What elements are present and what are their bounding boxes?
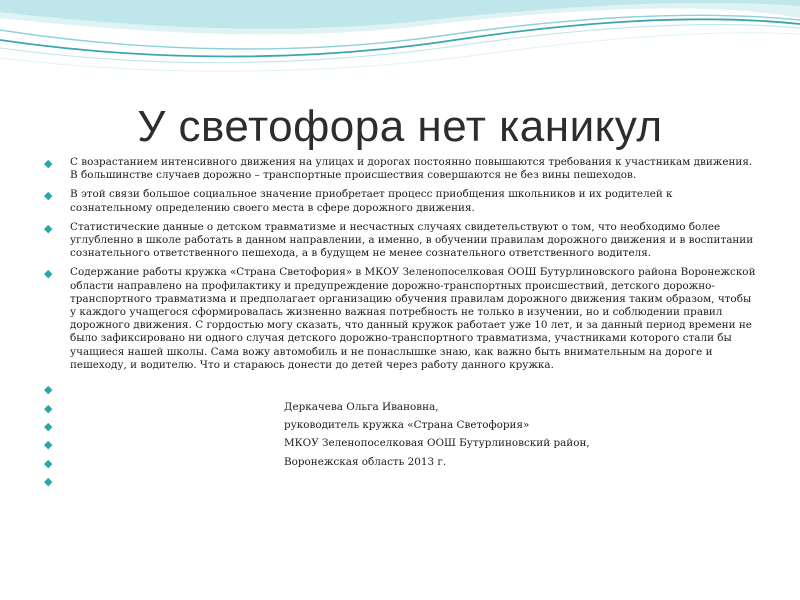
diamond-bullet-icon: ◆ — [44, 383, 53, 397]
diamond-bullet-icon: ◆ — [44, 157, 53, 170]
diamond-bullet-icon: ◆ — [44, 402, 53, 416]
diamond-bullet-icon: ◆ — [44, 267, 53, 281]
diamond-bullet-icon: ◆ — [44, 474, 53, 488]
signature-school: МКОУ Зеленопоселковая ООШ Бутурлиновский район, — [284, 437, 590, 450]
paragraph-text: Статистические данные о детском травматизме и несчастных случаях свидетельствуют о том, что необходимо более углубленно в школе работать в данном направлении, а именно, в обучении правилам дорожного движения и в воспитании сознательного ответственного пешехода, а в будущем не менее сознательного ответственного водителя. — [70, 220, 754, 260]
signature-line — [44, 437, 756, 450]
diamond-bullet-icon: ◆ — [44, 438, 53, 452]
bullet-paragraph — [44, 221, 756, 261]
slide-bullet-list — [44, 156, 756, 493]
signature-line — [44, 401, 756, 414]
decorative-wave-header — [0, 0, 800, 90]
paragraph-text: В этой связи большое социальное значение приобретает процесс приобщения школьников и их родителей к сознательному определению своего места в сфере дорожного движения. — [70, 188, 673, 214]
signature-role: руководитель кружка «Страна Светофория» — [284, 419, 530, 432]
slide-title: У светофора нет каникул — [137, 102, 663, 151]
diamond-bullet-icon: ◆ — [44, 456, 53, 470]
signature-region-year: Воронежская область 2013 г. — [284, 455, 447, 468]
signature-line — [44, 419, 756, 432]
bullet-paragraph — [44, 188, 756, 214]
signature-name: Деркачева Ольга Ивановна, — [284, 401, 439, 414]
bullet-empty — [44, 474, 756, 487]
signature-line — [44, 456, 756, 469]
bullet-empty — [44, 382, 756, 395]
paragraph-text: С возрастанием интенсивного движения на улицах и дорогах постоянно повышаются требования к участникам движения. В большинстве случаев дорожно – транспортные происшествия совершаются не без вины пешеходов. — [70, 156, 753, 182]
bullet-paragraph — [44, 156, 756, 182]
diamond-bullet-icon: ◆ — [44, 420, 53, 434]
bullet-paragraph — [44, 266, 756, 372]
diamond-bullet-icon: ◆ — [44, 189, 53, 203]
diamond-bullet-icon: ◆ — [44, 221, 53, 235]
paragraph-text: Содержание работы кружка «Страна Светофория» в МКОУ Зеленопоселковая ООШ Бутурлиновского района Воронежской области направлено на профилактику и предупреждение дорожно-транспортных происшествий, детского дорожно-транспортного травматизма и предполагает организацию обучения правилам дорожного движения таким образом, чтобы у каждого учащегося сформировалась жизненно важная потребность не только в изучении, но и соблюдении правил дорожного движения. С гордостью могу сказать, что данный кружок работает уже 10 лет, и за данный период времени не было зафиксировано ни одного случая детского дорожно-транспортного травматизма, участниками которого стали бы учащиеся нашей школы. Сама вожу автомобиль и не понаслышке знаю, как важно быть внимательным на дороге и пешеходу, и водителю. Что и стараюсь донести до детей через работу данного кружка. — [70, 266, 756, 371]
